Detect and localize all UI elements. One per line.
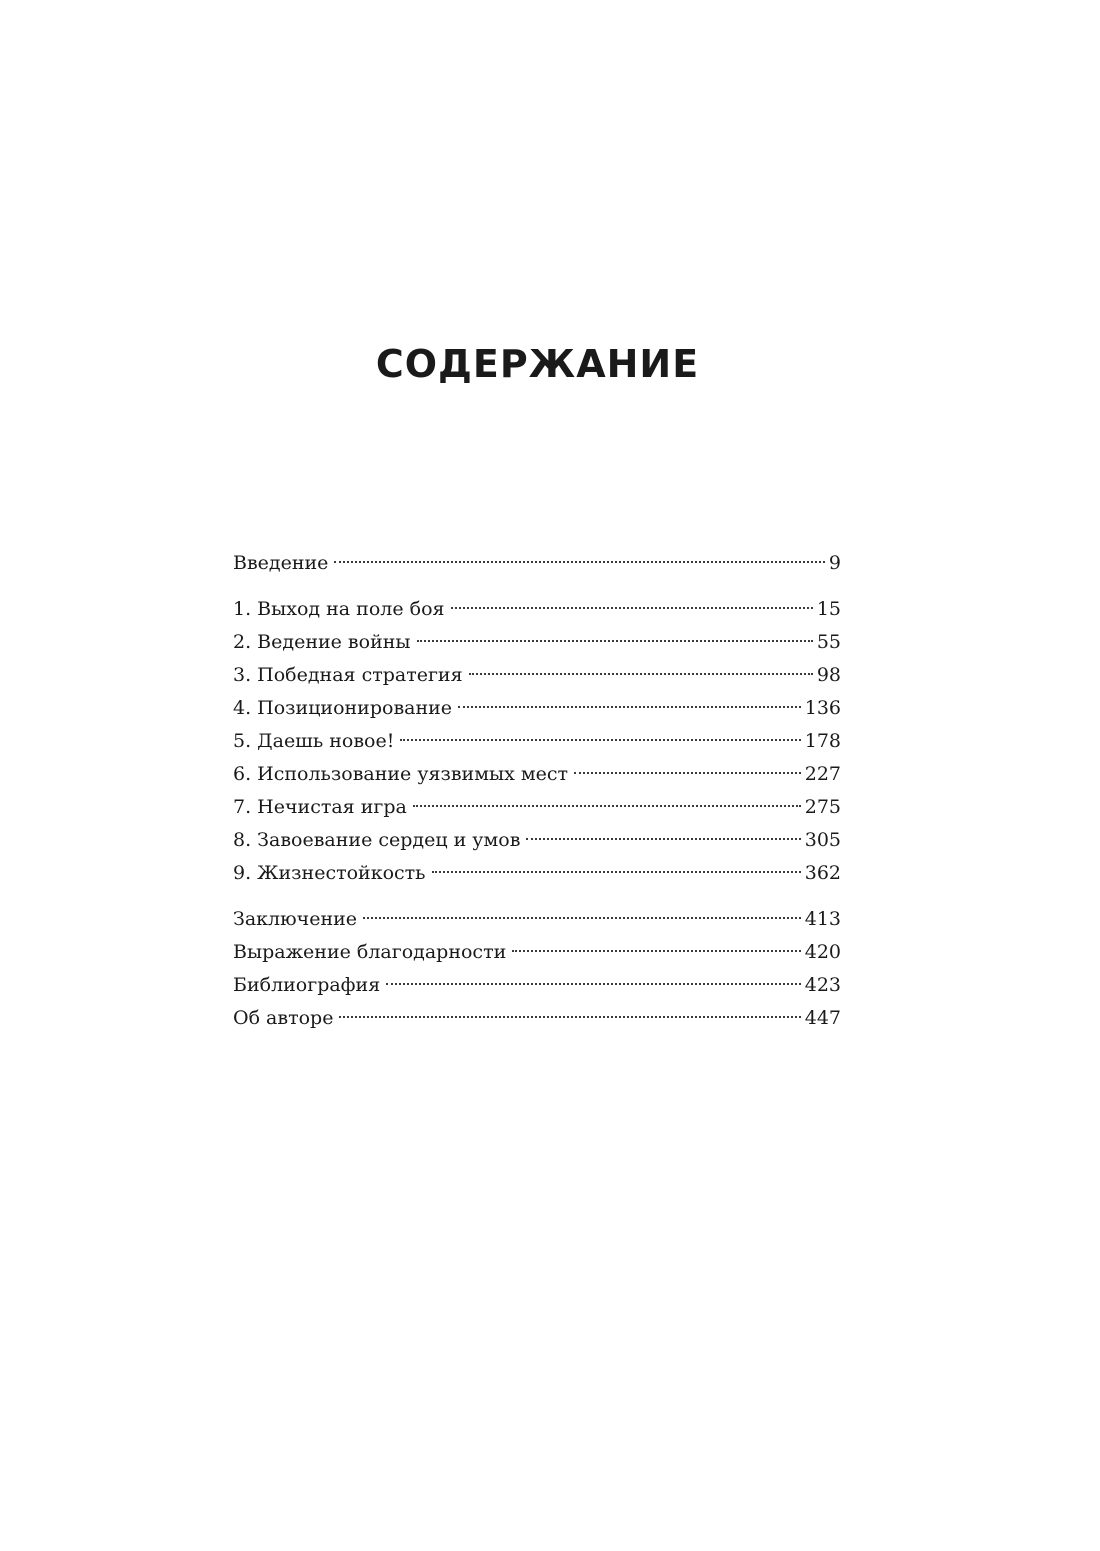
toc-entry-page: 227	[804, 763, 841, 785]
toc-entry-label: 7. Нечистая игра	[233, 796, 407, 818]
toc-entry[interactable]	[233, 936, 841, 969]
toc-entry-page: 55	[816, 631, 841, 653]
toc-leader-dots	[526, 838, 800, 840]
toc-entry-label: 9. Жизнестойкость	[233, 862, 426, 884]
toc-entry[interactable]	[233, 725, 841, 758]
toc-entry[interactable]	[233, 1002, 841, 1035]
toc-entry-label: Об авторе	[233, 1007, 334, 1029]
toc-entry-label: 5. Даешь новое!	[233, 730, 395, 752]
toc-entry-page: 362	[804, 862, 841, 884]
toc-leader-dots	[458, 706, 801, 708]
toc-entry-page: 275	[804, 796, 841, 818]
toc-entry[interactable]	[233, 547, 841, 580]
toc-leader-dots	[512, 950, 800, 952]
toc-leader-dots	[386, 983, 801, 985]
toc-entry-page: 447	[804, 1007, 841, 1029]
toc-entry-page: 178	[804, 730, 841, 752]
toc-entry-page: 9	[828, 552, 841, 574]
toc-entry[interactable]	[233, 824, 841, 857]
toc-leader-dots	[334, 561, 824, 563]
toc-entry-page: 98	[816, 664, 841, 686]
toc-entry-page: 136	[804, 697, 841, 719]
toc-entry-label: Библиография	[233, 974, 381, 996]
toc-entry-label: Выражение благодарности	[233, 941, 507, 963]
toc-leader-dots	[574, 772, 801, 774]
toc-entry[interactable]	[233, 692, 841, 725]
toc-group-chapters	[233, 593, 841, 890]
toc-entry-page: 305	[804, 829, 841, 851]
page-title: СОДЕРЖАНИЕ	[375, 342, 700, 386]
toc-group-back-matter	[233, 903, 841, 1035]
toc-entry[interactable]	[233, 626, 841, 659]
toc-entry-page: 420	[804, 941, 841, 963]
toc-leader-dots	[339, 1016, 800, 1018]
toc-entry-label: 1. Выход на поле боя	[233, 598, 445, 620]
toc-leader-dots	[413, 805, 801, 807]
table-of-contents	[233, 547, 841, 1048]
toc-entry[interactable]	[233, 969, 841, 1002]
toc-entry-page: 413	[804, 908, 841, 930]
toc-entry[interactable]	[233, 791, 841, 824]
toc-entry-page: 15	[816, 598, 841, 620]
toc-entry-label: 3. Победная стратегия	[233, 664, 463, 686]
toc-entry[interactable]	[233, 659, 841, 692]
toc-entry[interactable]	[233, 593, 841, 626]
toc-entry-label: 6. Использование уязвимых мест	[233, 763, 569, 785]
toc-entry[interactable]	[233, 903, 841, 936]
toc-entry[interactable]	[233, 758, 841, 791]
toc-entry-label: 8. Завоевание сердец и умов	[233, 829, 521, 851]
toc-entry[interactable]	[233, 857, 841, 890]
toc-leader-dots	[417, 640, 813, 642]
toc-entry-label: Введение	[233, 552, 329, 574]
toc-entry-label: Заключение	[233, 908, 358, 930]
toc-group-intro	[233, 547, 841, 580]
toc-leader-dots	[432, 871, 801, 873]
toc-entry-page: 423	[804, 974, 841, 996]
toc-leader-dots	[363, 917, 801, 919]
toc-leader-dots	[400, 739, 800, 741]
toc-leader-dots	[451, 607, 813, 609]
toc-entry-label: 4. Позиционирование	[233, 697, 453, 719]
toc-leader-dots	[469, 673, 813, 675]
toc-entry-label: 2. Ведение войны	[233, 631, 411, 653]
